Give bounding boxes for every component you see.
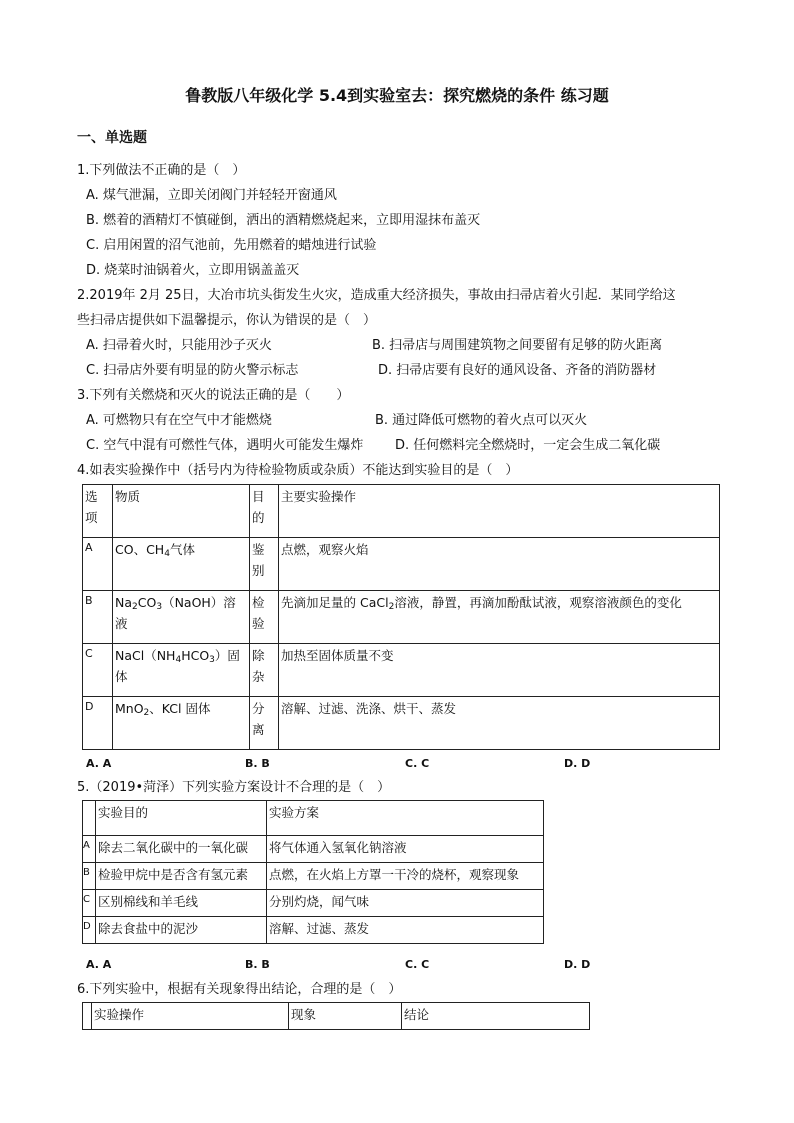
row-d-operation: 溶解、过滤、洗涤、烘干、蒸发	[279, 697, 720, 750]
row-d-option: D	[83, 917, 96, 944]
header-option	[83, 801, 96, 836]
page-title: 鲁教版八年级化学 5.4到实验室去：探究燃烧的条件 练习题	[185, 86, 609, 105]
row-c-option: C	[83, 644, 113, 697]
question-1-stem: 1.下列做法不正确的是（ ）	[77, 163, 246, 178]
header-purpose-char1: 目	[252, 489, 265, 504]
row-a-purpose-char1: 鉴	[252, 542, 265, 557]
question-4-answer-a: A. A	[86, 757, 112, 770]
row-a-option: A	[83, 836, 96, 863]
question-6-table	[82, 1002, 590, 1030]
question-3-option-a: A. 可燃物只有在空气中才能燃烧	[86, 413, 272, 428]
row-d-purpose-char2: 离	[252, 722, 265, 738]
header-substance-label: 物质	[115, 489, 141, 504]
question-2-option-a: A. 扫帚着火时，只能用沙子灭火	[86, 338, 272, 353]
row-b-substance-part2: CO	[137, 595, 157, 610]
row-c-purpose-char1: 除	[252, 648, 265, 663]
header-option	[83, 485, 113, 538]
table-row	[83, 863, 544, 890]
row-b-goal: 检验甲烷中是否含有氢元素	[96, 863, 267, 890]
header-plan: 实验方案	[267, 801, 544, 836]
row-c-substance-part1: NaCl（NH	[115, 648, 176, 663]
question-5-stem: 5.（2019•菏泽）下列实验方案设计不合理的是（ ）	[77, 780, 391, 795]
header-goal: 实验目的	[96, 801, 267, 836]
row-c-option: C	[83, 890, 96, 917]
question-4-answer-b: B. B	[245, 757, 270, 770]
question-2-stem-line1: 2.2019年 2月 25日，大冶市坑头街发生火灾，造成重大经济损失，事故由扫帚店着火引起．某同学给这	[77, 288, 676, 303]
row-c-substance	[113, 644, 250, 697]
table-row	[83, 538, 720, 591]
question-2-option-c: C. 扫帚店外要有明显的防火警示标志	[86, 363, 299, 378]
row-b-substance-sub2: 3	[156, 602, 163, 612]
row-b-substance-part1: Na	[115, 595, 133, 610]
section-heading: 一、单选题	[77, 130, 147, 146]
row-d-substance-sub: 2	[143, 708, 150, 718]
question-5-answer-d: D. D	[564, 958, 591, 971]
row-c-purpose-char2: 杂	[252, 669, 265, 685]
question-3-option-b: B. 通过降低可燃物的着火点可以灭火	[375, 413, 588, 428]
header-operation	[279, 485, 720, 538]
row-a-plan: 将气体通入氢氧化钠溶液	[267, 836, 544, 863]
question-5-answer-c: C. C	[405, 958, 430, 971]
row-b-operation-sub: 2	[388, 602, 395, 612]
header-option	[83, 1003, 92, 1030]
header-operation-label: 主要实验操作	[281, 489, 357, 504]
row-d-substance-suffix: 、KCl 固体	[149, 701, 211, 716]
row-c-substance-suffix: ）固体	[115, 648, 240, 685]
row-a-purpose	[250, 538, 279, 591]
header-phenomenon: 现象	[289, 1003, 402, 1030]
question-4-answer-d: D. D	[564, 757, 591, 770]
row-b-substance-suffix: （NaOH）溶液	[115, 595, 236, 632]
header-option-char2: 项	[85, 510, 98, 526]
row-b-operation	[279, 591, 720, 644]
row-b-operation-part1: 先滴加足量的 CaCl	[281, 595, 389, 610]
row-a-operation: 点燃，观察火焰	[279, 538, 720, 591]
row-b-purpose	[250, 591, 279, 644]
question-1-option-c: C. 启用闲置的沼气池前，先用燃着的蜡烛进行试验	[86, 238, 377, 253]
question-3-option-d: D. 任何燃料完全燃烧时，一定会生成二氧化碳	[395, 438, 661, 453]
row-b-option: B	[83, 591, 113, 644]
row-c-plan: 分别灼烧，闻气味	[267, 890, 544, 917]
row-d-plan: 溶解、过滤、蒸发	[267, 917, 544, 944]
table-row	[83, 644, 720, 697]
row-d-option: D	[83, 697, 113, 750]
question-4-answer-c: C. C	[405, 757, 430, 770]
row-a-purpose-char2: 别	[252, 563, 265, 579]
row-d-purpose-char1: 分	[252, 701, 265, 716]
row-b-plan: 点燃，在火焰上方罩一干冷的烧杯，观察现象	[267, 863, 544, 890]
question-5-table	[82, 800, 544, 944]
header-conclusion: 结论	[402, 1003, 590, 1030]
question-5-answer-b: B. B	[245, 958, 270, 971]
row-a-goal: 除去二氧化碳中的一氧化碳	[96, 836, 267, 863]
header-operation: 实验操作	[92, 1003, 289, 1030]
row-b-substance-sub1: 2	[132, 602, 138, 612]
question-1-option-d: D. 烧菜时油锅着火，立即用锅盖盖灭	[86, 263, 300, 278]
question-2-option-b: B. 扫帚店与周围建筑物之间要留有足够的防火距离	[372, 338, 663, 353]
row-d-substance-part: MnO	[115, 701, 144, 716]
row-a-option: A	[83, 538, 113, 591]
question-1-option-a: A. 煤气泄漏，立即关闭阀门并轻轻开窗通风	[86, 188, 337, 203]
question-2-option-d: D. 扫帚店要有良好的通风设备、齐备的消防器材	[378, 363, 657, 378]
question-4-table	[82, 484, 720, 750]
row-c-goal: 区别棉线和羊毛线	[96, 890, 267, 917]
question-2-stem-line2: 些扫帚店提供如下温馨提示，你认为错误的是（ ）	[77, 313, 377, 328]
row-d-purpose	[250, 697, 279, 750]
table-header-row	[83, 1003, 590, 1030]
row-c-substance-sub2: 3	[209, 655, 215, 665]
header-option-char1: 选	[85, 489, 98, 504]
row-b-substance	[113, 591, 250, 644]
row-b-option: B	[83, 863, 96, 890]
row-b-purpose-char2: 验	[252, 616, 265, 632]
row-c-substance-part2: HCO	[181, 648, 210, 663]
table-row	[83, 697, 720, 750]
header-substance	[113, 485, 250, 538]
row-a-substance	[113, 538, 250, 591]
row-c-operation: 加热至固体质量不变	[279, 644, 720, 697]
row-a-substance-sub: 4	[164, 549, 170, 559]
question-3-stem: 3.下列有关燃烧和灭火的说法正确的是（ ）	[77, 388, 350, 403]
row-a-substance-suffix: 气体	[169, 542, 195, 557]
question-3-option-c: C. 空气中混有可燃性气体，遇明火可能发生爆炸	[86, 438, 364, 453]
header-purpose-char2: 的	[252, 510, 265, 526]
table-row	[83, 836, 544, 863]
question-6-stem: 6.下列实验中，根据有关现象得出结论，合理的是（ ）	[77, 982, 402, 997]
row-c-substance-sub1: 4	[175, 655, 182, 665]
row-b-purpose-char1: 检	[252, 595, 265, 610]
question-5-answer-a: A. A	[86, 958, 112, 971]
table-header-row	[83, 485, 720, 538]
header-purpose	[250, 485, 279, 538]
table-row	[83, 890, 544, 917]
row-c-purpose	[250, 644, 279, 697]
table-row	[83, 917, 544, 944]
row-a-substance-part: CO、CH	[115, 542, 165, 557]
question-4-stem: 4.如表实验操作中（括号内为待检验物质或杂质）不能达到实验目的是（ ）	[77, 463, 519, 478]
row-d-goal: 除去食盐中的泥沙	[96, 917, 267, 944]
row-b-operation-part2: 溶液，静置，再滴加酚酞试液，观察溶液颜色的变化	[394, 595, 682, 610]
table-header-row	[83, 801, 544, 836]
row-d-substance	[113, 697, 250, 750]
question-1-option-b: B. 燃着的酒精灯不慎碰倒，洒出的酒精燃烧起来，立即用湿抹布盖灭	[86, 213, 481, 228]
table-row	[83, 591, 720, 644]
